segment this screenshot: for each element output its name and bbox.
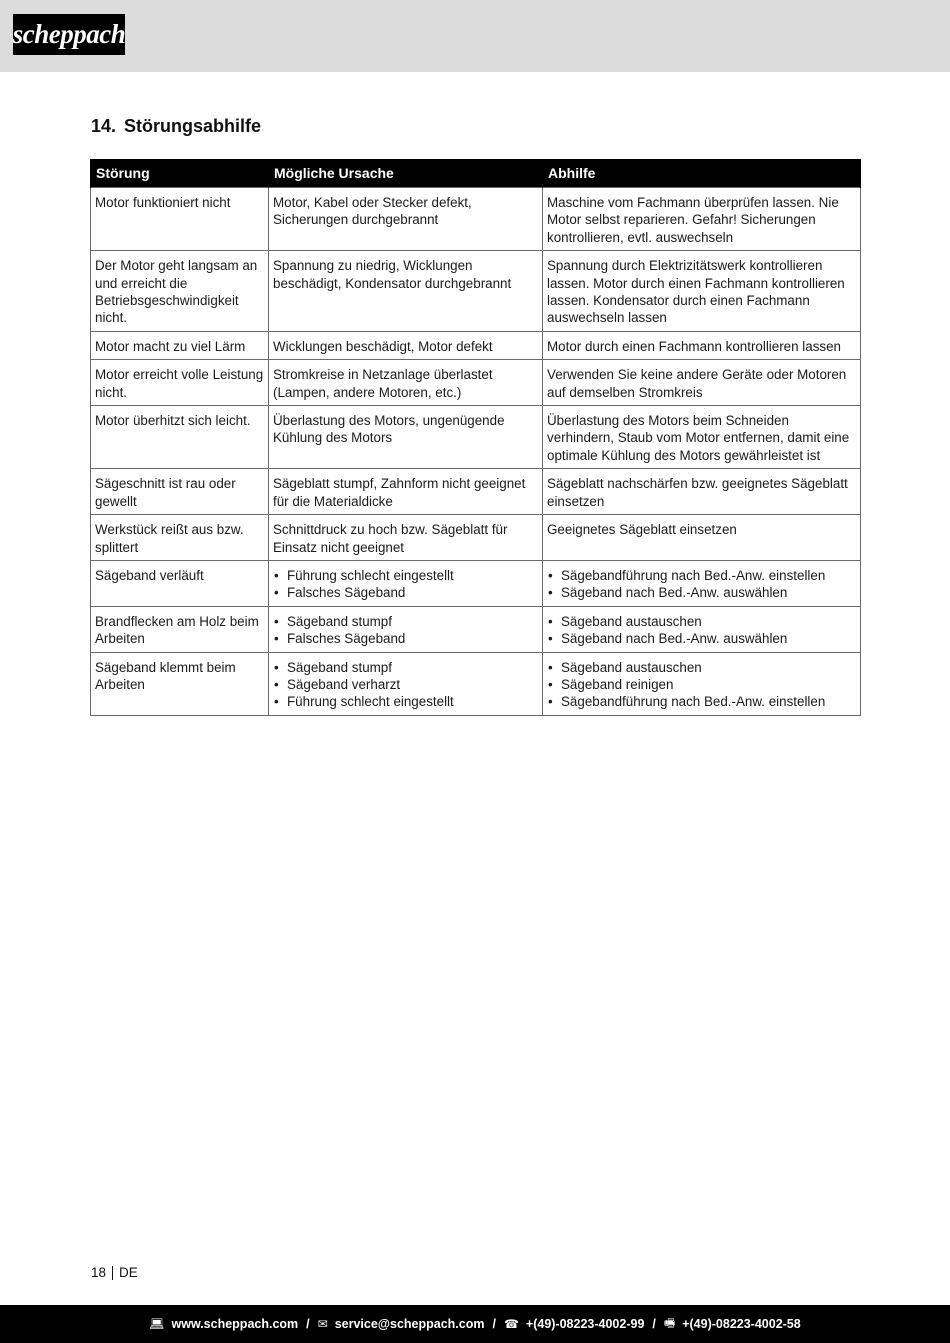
cause-cell: Wicklungen beschädigt, Motor defekt — [269, 331, 543, 359]
page-number-value: 18 — [91, 1265, 107, 1280]
cause-cell: Sägeblatt stumpf, Zahnform nicht geeignet für die Materialdicke — [269, 469, 543, 515]
section-number: 14. — [91, 116, 117, 136]
cause-list — [273, 613, 538, 648]
fault-cell: Werkstück reißt aus bzw. splittert — [91, 515, 269, 561]
fax-number: +(49)-08223-4002-58 — [682, 1317, 801, 1331]
table-row — [91, 515, 861, 561]
fault-cell: Motor macht zu viel Lärm — [91, 331, 269, 359]
remedy-list — [547, 613, 856, 648]
email-link[interactable]: service@scheppach.com — [334, 1317, 485, 1331]
cause-list-item: • Sägeband verharzt — [273, 676, 538, 693]
cause-list — [273, 567, 538, 602]
troubleshooting-table — [90, 159, 861, 716]
table-row — [91, 331, 861, 359]
table-row — [91, 652, 861, 715]
column-header-remedy: Abhilfe — [543, 159, 861, 188]
cause-list-item: • Sägeband stumpf — [273, 613, 538, 630]
remedy-list-item: • Sägeband nach Bed.-Anw. auswählen — [547, 584, 856, 601]
remedy-list-item: • Sägeband nach Bed.-Anw. auswählen — [547, 630, 856, 647]
remedy-list-item: • Sägebandführung nach Bed.-Anw. einstellen — [547, 693, 856, 710]
website-link[interactable]: www.scheppach.com — [171, 1317, 299, 1331]
fault-cell: Brandflecken am Holz beim Arbeiten — [91, 606, 269, 652]
table-row — [91, 406, 861, 469]
scheppach-logo[interactable] — [13, 14, 125, 55]
remedy-cell — [543, 652, 861, 715]
column-header-fault: Störung — [91, 159, 269, 188]
remedy-cell: Spannung durch Elektrizitätswerk kontrollieren lassen. Motor durch einen Fachmann kontrollieren lassen. Kondensator durch einen Fachmann auswechseln lassen — [543, 251, 861, 332]
cause-list-item: • Führung schlecht eingestellt — [273, 567, 538, 584]
remedy-cell: Maschine vom Fachmann überprüfen lassen. Nie Motor selbst reparieren. Gefahr! Sicherungen kontrollieren, evtl. auswechseln — [543, 188, 861, 251]
remedy-list-item: • Sägeband reinigen — [547, 676, 856, 693]
remedy-list-item: • Sägeband austauschen — [547, 613, 856, 630]
computer-icon: 💻︎ — [149, 1317, 165, 1331]
cause-list-item: • Sägeband stumpf — [273, 659, 538, 676]
fault-cell: Der Motor geht langsam an und erreicht die Betriebsgeschwindigkeit nicht. — [91, 251, 269, 332]
fault-cell: Sägeschnitt ist rau oder gewellt — [91, 469, 269, 515]
page-number — [91, 1265, 138, 1280]
contact-footer — [0, 1305, 950, 1343]
table-row — [91, 251, 861, 332]
remedy-list-item: • Sägebandführung nach Bed.-Anw. einstellen — [547, 567, 856, 584]
remedy-cell: Überlastung des Motors beim Schneiden verhindern, Staub vom Motor entfernen, damit eine optimale Kühlung des Motors gewährleistet ist — [543, 406, 861, 469]
footer-separator: / — [652, 1317, 656, 1331]
cause-cell: Schnittdruck zu hoch bzw. Sägeblatt für Einsatz nicht geeignet — [269, 515, 543, 561]
fax-icon: 🖷︎ — [663, 1315, 676, 1330]
cause-cell: Überlastung des Motors, ungenügende Kühlung des Motors — [269, 406, 543, 469]
section-title — [91, 116, 261, 137]
cause-list-item: • Falsches Sägeband — [273, 584, 538, 601]
cause-cell — [269, 652, 543, 715]
cause-cell: Stromkreise in Netzanlage überlastet (Lampen, andere Motoren, etc.) — [269, 360, 543, 406]
remedy-cell — [543, 606, 861, 652]
table-row — [91, 188, 861, 251]
fault-cell: Motor funktioniert nicht — [91, 188, 269, 251]
logo-text: scheppach — [12, 19, 126, 49]
envelope-icon: ✉︎ — [317, 1317, 328, 1331]
remedy-cell: Verwenden Sie keine andere Geräte oder Motoren auf demselben Stromkreis — [543, 360, 861, 406]
remedy-list — [547, 659, 856, 711]
table-row — [91, 469, 861, 515]
page-number-divider — [112, 1266, 113, 1280]
fault-cell: Motor erreicht volle Leistung nicht. — [91, 360, 269, 406]
cause-cell: Motor, Kabel oder Stecker defekt, Sicherungen durchgebrannt — [269, 188, 543, 251]
remedy-cell: Motor durch einen Fachmann kontrollieren lassen — [543, 331, 861, 359]
table-row — [91, 560, 861, 606]
remedy-cell: Sägeblatt nachschärfen bzw. geeignetes Sägeblatt einsetzen — [543, 469, 861, 515]
table-header-row — [91, 159, 861, 188]
cause-list — [273, 659, 538, 711]
telephone-icon: ☎︎ — [503, 1317, 519, 1331]
table-row — [91, 360, 861, 406]
fault-cell: Motor überhitzt sich leicht. — [91, 406, 269, 469]
remedy-list — [547, 567, 856, 602]
cause-cell: Spannung zu niedrig, Wicklungen beschädigt, Kondensator durchgebrannt — [269, 251, 543, 332]
footer-separator: / — [306, 1317, 310, 1331]
footer-separator: / — [492, 1317, 496, 1331]
fault-cell: Sägeband klemmt beim Arbeiten — [91, 652, 269, 715]
table-row — [91, 606, 861, 652]
column-header-cause: Mögliche Ursache — [269, 159, 543, 188]
cause-cell — [269, 560, 543, 606]
remedy-cell — [543, 560, 861, 606]
remedy-list-item: • Sägeband austauschen — [547, 659, 856, 676]
cause-list-item: • Falsches Sägeband — [273, 630, 538, 647]
page-language: DE — [119, 1265, 138, 1280]
phone-number[interactable]: +(49)-08223-4002-99 — [525, 1317, 645, 1331]
cause-list-item: • Führung schlecht eingestellt — [273, 693, 538, 710]
remedy-cell: Geeignetes Sägeblatt einsetzen — [543, 515, 861, 561]
header-bar — [0, 0, 950, 72]
fault-cell: Sägeband verläuft — [91, 560, 269, 606]
cause-cell — [269, 606, 543, 652]
section-title-text: Störungsabhilfe — [124, 116, 262, 136]
